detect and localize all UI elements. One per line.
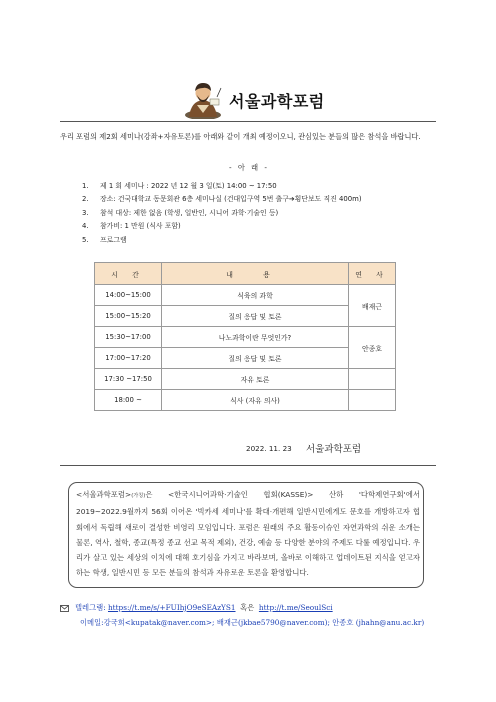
row-speaker: 안종호	[349, 327, 396, 369]
row-time: 15:00~15:20	[95, 306, 162, 327]
list-number: 4.	[82, 222, 89, 231]
list-number: 5.	[82, 235, 89, 244]
header-speaker: 연 사	[349, 263, 396, 285]
envelope-icon	[60, 605, 69, 612]
telegram-link-1[interactable]: https://t.me/s/+FUIhjO9eSEAzYS1	[107, 603, 236, 612]
row-content: 식육의 과학	[162, 285, 349, 306]
table-row	[95, 285, 396, 306]
divider	[60, 465, 436, 466]
row-time: 18:00 ~	[95, 390, 162, 411]
table-row	[95, 327, 396, 348]
divider	[60, 121, 436, 122]
forum-name: <서울과학포럼>	[76, 490, 132, 499]
list-number: 3.	[82, 208, 89, 217]
row-time: 17:00~17:20	[95, 348, 162, 369]
table-row	[95, 390, 396, 411]
agenda-label: - 아 래 -	[229, 163, 267, 172]
email3-name: 안종호	[332, 618, 354, 627]
list-number: 1.	[82, 182, 89, 190]
row-speaker: 배재근	[349, 285, 396, 327]
info-list	[82, 180, 442, 247]
intro-text: 우리 포럼의 제2회 세미나(강좌+자유토론)를 아래와 같이 개최 예정이오니, 관심있는 분들의 많은 참석을 바랍니다.	[60, 132, 421, 141]
row-speaker-empty	[349, 369, 396, 390]
list-number: 2.	[82, 195, 89, 204]
list-text: 프로그램	[100, 235, 127, 244]
schedule-table	[94, 262, 396, 411]
scholar-portrait-icon	[183, 79, 223, 119]
row-content: 자유 토론	[162, 369, 349, 390]
telegram-link-2[interactable]: http://t.me/SeoulSci	[258, 603, 333, 612]
info-box-text	[76, 487, 420, 581]
list-text: 참석 대상: 제한 없음 (학생, 일반인, 시니어 과학·기술인 등)	[100, 208, 279, 217]
header-content: 내 용	[162, 263, 349, 285]
row-content: 질의 응답 및 토론	[162, 348, 349, 369]
email-line: 이메일:강국희<kupatak@naver.com>; 배재근(jkbae5790@naver.com); 안종호 (jhahn@anu.ac.kr)	[80, 618, 425, 627]
date-text: 2022. 11. 23	[246, 444, 292, 453]
organization-name: 서울과학포럼	[306, 444, 362, 455]
list-item	[82, 180, 442, 193]
list-item	[82, 234, 442, 247]
list-text: 제 1 회 세미나 : 2022 년 12 월 3 일(토) 14:00 ~ 17:50	[100, 182, 277, 190]
telegram-label: 텔레그램:	[75, 603, 106, 612]
telegram-line	[60, 603, 333, 613]
email1-name: 강국희	[103, 618, 125, 627]
table-row	[95, 369, 396, 390]
table-header-row	[95, 263, 396, 285]
or-text: 혹은	[240, 603, 255, 612]
list-item	[82, 207, 442, 220]
list-item	[82, 193, 442, 206]
provisional-note: (가칭)	[131, 493, 146, 499]
row-content: 나노과학이란 무엇인가?	[162, 327, 349, 348]
forum-description: 은 <한국시니어과학·기술인 협회(KASSE)> 산하 '다학제연구회'에서 2019~2022.9월까지 56회 이어온 '빅카세 세미나'를 확대·개편해 일반시민에게도 문호를 개방하고자 협회에서 독립해 새로이 결성한 비영리 모임입니다. 포럼은 원래의 주요 활동이슈인 자연과학의 쉬운 소개는 물론, 역사, 철학, 종교(특정 종교 선교 목적 제외), 건강, 예술 등 다양한 분야의 주제도 다룰 예정입니다. 우리가 살고 있는 세상의 이치에 대해 호기심을 가지고 바라보며, 올바로 이해하고 업데이트된 지식을 얻고자 하는 학생, 일반시민 등 모든 분들의 참석과 자유로운 토론을 환영합니다.	[76, 490, 420, 578]
email2-address[interactable]: (jkbae5790@naver.com)	[237, 618, 328, 627]
header-time: 시 간	[95, 263, 162, 285]
list-item	[82, 220, 442, 233]
page-title: 서울과학포럼	[229, 92, 325, 111]
row-time: 14:00~15:00	[95, 285, 162, 306]
list-text: 장소: 건국대학교 동문회관 6층 세미나실 (건대입구역 5번 출구➔횡단보도 직진 400m)	[100, 195, 362, 204]
email2-name: 배재근	[216, 618, 238, 627]
list-text: 참가비: 1 만원 (식사 포함)	[100, 222, 181, 231]
row-content: 식사 (자유 의사)	[162, 390, 349, 411]
row-speaker-empty	[349, 390, 396, 411]
email-label: 이메일:	[80, 618, 104, 627]
email3-address[interactable]: (jhahn@anu.ac.kr)	[355, 618, 425, 627]
row-time: 15:30~17:00	[95, 327, 162, 348]
row-time: 17:30 ~17:50	[95, 369, 162, 390]
row-content: 질의 응답 및 토론	[162, 306, 349, 327]
email1-address[interactable]: <kupatak@naver.com>	[124, 618, 213, 627]
